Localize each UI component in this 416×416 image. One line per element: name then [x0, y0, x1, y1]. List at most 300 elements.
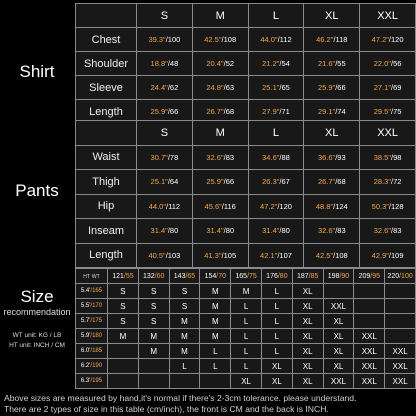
measure-inch-value: 20.4" [206, 59, 224, 68]
measure-cm-value: /80 [223, 226, 235, 236]
size-row [76, 329, 416, 344]
pants-value-cell [360, 170, 416, 195]
size-cell [138, 359, 169, 374]
size-cell: S [108, 299, 139, 314]
shirt-value-cell [192, 52, 248, 76]
shirt-row-label: Shoulder [76, 52, 137, 76]
pants-value-cell [192, 145, 248, 170]
size-cell: M [138, 344, 169, 359]
size-cell [169, 374, 200, 389]
measure-cm-value: /66 [335, 83, 346, 92]
pants-value-cell [248, 170, 304, 195]
size-cell: L [231, 314, 262, 329]
measure-inch-value: 50.3" [371, 201, 389, 211]
measure-cm-value: /48 [167, 59, 179, 68]
pants-row-label: Hip [76, 194, 137, 219]
weight-header [292, 269, 323, 284]
size-cell: L [200, 359, 231, 374]
measure-inch-value: 32.6" [317, 226, 336, 236]
size-cell: M [138, 329, 169, 344]
size-cell [108, 359, 139, 374]
weight-lb: 121 [112, 272, 124, 280]
size-cell: XL [292, 359, 323, 374]
weight-header [261, 269, 292, 284]
height-ft: 6.0' [80, 348, 91, 354]
size-cell: L [261, 329, 292, 344]
pants-row-label: Thigh [76, 170, 137, 195]
weight-header [200, 269, 231, 284]
measure-cm-value: /65 [279, 83, 290, 92]
measure-inch-value: 27.9" [262, 107, 280, 116]
measure-inch-value: 47.2" [260, 201, 278, 211]
measure-cm-value: /68 [335, 177, 346, 187]
size-cell: L [231, 359, 262, 374]
height-cm: /195 [90, 378, 103, 384]
measure-inch-value: 31.4" [150, 226, 168, 236]
height-cell [76, 299, 108, 314]
measure-cm-value: /83 [335, 226, 346, 236]
size-cell: XXL [323, 299, 354, 314]
pants-value-cell [360, 243, 416, 268]
ht-label: HT [83, 273, 90, 280]
pants-row-label: Length [76, 243, 137, 268]
shirt-size-header: S [137, 4, 193, 28]
pants-size-header: L [248, 121, 304, 146]
measure-inch-value: 48.8" [315, 201, 334, 211]
pants-value-cell [360, 145, 416, 170]
measure-cm-value: /62 [167, 83, 179, 92]
weight-header [323, 269, 354, 284]
size-cell: S [138, 299, 169, 314]
size-cell: XXL [385, 344, 416, 359]
pants-row [76, 243, 416, 268]
measure-cm-value: /118 [333, 35, 348, 44]
measure-inch-value: 25.1" [262, 83, 280, 92]
measure-cm-value: /54 [279, 59, 290, 68]
weight-lb: 143 [173, 272, 186, 280]
size-cell: XL [292, 344, 323, 359]
weight-kg: /80 [277, 272, 288, 280]
measure-cm-value: /128 [388, 201, 404, 211]
weight-lb: 176 [266, 272, 278, 280]
size-row [76, 374, 416, 389]
wt-ht-corner [76, 269, 108, 284]
size-cell: M [108, 329, 139, 344]
measure-cm-value: /109 [388, 250, 404, 260]
shirt-value-cell [304, 76, 360, 100]
size-section-label: Size [20, 287, 54, 306]
measure-cm-value: /63 [223, 83, 235, 92]
measure-inch-value: 25.9" [317, 83, 336, 92]
height-ft: 5.7' [80, 318, 91, 324]
shirt-value-cell [137, 76, 193, 100]
size-cell [354, 314, 385, 329]
shirt-size-header: XXL [360, 4, 416, 28]
size-cell: S [138, 284, 169, 299]
pants-size-header: XL [304, 121, 360, 146]
height-ft: 6.2' [80, 363, 91, 369]
height-cell [76, 314, 108, 329]
pants-value-cell [248, 194, 304, 219]
weight-kg: /75 [247, 272, 257, 280]
measure-inch-value: 21.2" [262, 59, 280, 68]
shirt-row [76, 28, 416, 52]
size-row [76, 344, 416, 359]
measure-inch-value: 18.8" [150, 59, 168, 68]
shirt-value-cell [360, 28, 416, 52]
measure-cm-value: /88 [279, 152, 290, 162]
shirt-row-label: Sleeve [76, 76, 137, 100]
shirt-value-cell [137, 52, 193, 76]
height-cell [76, 344, 108, 359]
height-cm: /175 [90, 318, 103, 324]
shirt-size-header: XL [304, 4, 360, 28]
size-cell: XL [292, 374, 323, 389]
shirt-section-label: Shirt [19, 62, 55, 81]
wt-unit-label: WT unit: KG / LB [12, 332, 62, 339]
measure-inch-value: 25.9" [206, 177, 224, 187]
measure-cm-value: /108 [221, 35, 237, 44]
measure-cm-value: /112 [166, 201, 181, 211]
pants-size-header: S [137, 121, 193, 146]
pants-value-cell [360, 194, 416, 219]
measure-cm-value: /120 [388, 35, 404, 44]
weight-kg: /90 [339, 272, 350, 280]
shirt-header-row [76, 4, 416, 28]
weight-kg: /100 [399, 272, 413, 280]
weight-kg: /95 [370, 272, 380, 280]
shirt-value-cell [248, 28, 304, 52]
measure-cm-value: /68 [223, 107, 235, 116]
measure-cm-value: /56 [391, 59, 402, 68]
shirt-value-cell [137, 28, 193, 52]
weight-lb: 132 [142, 272, 155, 280]
size-cell: S [108, 284, 139, 299]
measure-cm-value: /116 [221, 201, 236, 211]
measure-inch-value: 39.3" [148, 35, 166, 44]
size-cell [385, 329, 416, 344]
measure-cm-value: /55 [335, 59, 346, 68]
measure-cm-value: /105 [221, 250, 237, 260]
shirt-value-cell [248, 52, 304, 76]
measure-inch-value: 26.7" [317, 177, 336, 187]
measure-cm-value: /103 [165, 250, 181, 260]
shirt-value-cell [360, 52, 416, 76]
size-cell: M [200, 314, 231, 329]
size-cell [323, 284, 354, 299]
shirt-row [76, 76, 416, 100]
size-cell [385, 284, 416, 299]
size-row [76, 284, 416, 299]
shirt-value-cell [248, 76, 304, 100]
size-cell: L [231, 329, 262, 344]
size-cell: M [200, 284, 231, 299]
measure-inch-value: 27.1" [373, 83, 391, 92]
measure-inch-value: 29.1" [317, 107, 336, 116]
size-header-row [76, 269, 416, 284]
measure-inch-value: 26.3" [262, 177, 280, 187]
size-cell: XXL [354, 374, 385, 389]
measure-inch-value: 40.5" [148, 250, 166, 260]
weight-header [385, 269, 416, 284]
size-cell [138, 374, 169, 389]
pants-size-header: XXL [360, 121, 416, 146]
size-cell: L [261, 299, 292, 314]
pants-value-cell [304, 243, 360, 268]
measure-inch-value: 36.6" [317, 152, 336, 162]
weight-header [231, 269, 262, 284]
shirt-size-header: L [248, 4, 304, 28]
shirt-value-cell [360, 76, 416, 100]
measure-cm-value: /52 [223, 59, 235, 68]
size-cell: XL [292, 329, 323, 344]
measure-inch-value: 45.6" [204, 201, 222, 211]
shirt-corner [76, 4, 137, 28]
pants-row [76, 219, 416, 244]
size-cell: XXL [385, 374, 416, 389]
pants-row-label: Waist [76, 145, 137, 170]
shirt-value-cell [192, 28, 248, 52]
size-cell: XXL [354, 329, 385, 344]
size-cell: XL [292, 299, 323, 314]
size-cell: M [200, 329, 231, 344]
size-row [76, 314, 416, 329]
size-cell: XL [261, 374, 292, 389]
measure-cm-value: /100 [165, 35, 181, 44]
size-cell: L [231, 344, 262, 359]
pants-value-cell [192, 243, 248, 268]
pants-value-cell [248, 219, 304, 244]
height-ft: 5.4' [80, 288, 91, 294]
size-cell: S [108, 314, 139, 329]
pants-value-cell [137, 219, 193, 244]
weight-header [108, 269, 139, 284]
size-cell: L [169, 359, 200, 374]
measure-inch-value: 24.8" [206, 83, 224, 92]
measure-inch-value: 42.9" [371, 250, 389, 260]
size-cell: M [169, 344, 200, 359]
size-cell: XL [323, 329, 354, 344]
size-cell: S [169, 299, 200, 314]
measure-cm-value: /78 [167, 152, 179, 162]
height-cell [76, 284, 108, 299]
measure-cm-value: /83 [223, 152, 235, 162]
pants-row-label: Inseam [76, 219, 137, 244]
measure-inch-value: 25.1" [150, 177, 168, 187]
height-cm: /190 [90, 363, 103, 369]
pants-value-cell [137, 243, 193, 268]
size-cell [200, 374, 231, 389]
weight-kg: /85 [308, 272, 319, 280]
weight-kg: /70 [216, 272, 226, 280]
size-cell: S [138, 314, 169, 329]
pants-section-label: Pants [15, 181, 59, 200]
height-cm: /165 [90, 288, 103, 294]
measure-cm-value: /93 [335, 152, 346, 162]
weight-header [169, 269, 200, 284]
pants-value-cell [137, 170, 193, 195]
size-cell: L [261, 344, 292, 359]
pants-value-cell [360, 219, 416, 244]
pants-value-cell [304, 194, 360, 219]
measure-cm-value: /98 [391, 152, 402, 162]
pants-size-table [75, 120, 416, 268]
size-recommendation-table [75, 268, 416, 389]
measure-inch-value: 42.1" [260, 250, 278, 260]
measure-cm-value: /64 [167, 177, 179, 187]
shirt-value-cell [304, 28, 360, 52]
size-cell: XL [292, 314, 323, 329]
weight-lb: 220 [387, 272, 400, 280]
pants-row [76, 194, 416, 219]
measure-inch-value: 44.0" [260, 35, 278, 44]
height-cell [76, 374, 108, 389]
size-cell: XXL [354, 344, 385, 359]
measure-inch-value: 24.4" [150, 83, 168, 92]
size-cell: XXL [354, 359, 385, 374]
shirt-value-cell [192, 76, 248, 100]
size-cell: XL [323, 359, 354, 374]
footer-note-2: There are 2 types of size in this table (cm/inch), the front is CM and the back is INCH. [4, 404, 329, 414]
measure-inch-value: 25.9" [150, 107, 168, 116]
shirt-row [76, 52, 416, 76]
size-cell: M [231, 284, 262, 299]
measure-cm-value: /75 [391, 107, 402, 116]
measure-cm-value: /80 [167, 226, 179, 236]
measure-cm-value: /80 [279, 226, 290, 236]
ht-unit-label: HT unit: INCH / CM [9, 342, 65, 349]
pants-value-cell [248, 145, 304, 170]
size-cell: L [261, 314, 292, 329]
size-cell: XL [231, 374, 262, 389]
size-cell: L [200, 344, 231, 359]
measure-inch-value: 26.7" [206, 107, 224, 116]
measure-inch-value: 21.6" [317, 59, 336, 68]
height-ft: 6.3' [80, 378, 91, 384]
measure-inch-value: 38.5" [373, 152, 391, 162]
measure-cm-value: /69 [391, 83, 402, 92]
footer-note-1: Above sizes are measured by hand,it's normal if there's 2-3cm tolerance. please understand. [4, 393, 357, 403]
height-cell [76, 329, 108, 344]
pants-value-cell [192, 219, 248, 244]
measure-cm-value: /120 [277, 201, 292, 211]
pants-corner [76, 121, 137, 146]
wt-label: WT [91, 273, 100, 280]
size-cell: M [169, 329, 200, 344]
pants-value-cell [137, 145, 193, 170]
height-cm: /185 [90, 348, 103, 354]
measure-inch-value: 32.6" [373, 226, 391, 236]
pants-header-row [76, 121, 416, 146]
size-row [76, 359, 416, 374]
weight-header [138, 269, 169, 284]
height-ft: 5.5' [80, 303, 91, 309]
measure-inch-value: 42.5" [315, 250, 334, 260]
height-ft: 5.9' [80, 333, 91, 339]
weight-kg: /55 [123, 272, 134, 280]
weight-kg: /65 [185, 272, 196, 280]
pants-value-cell [304, 219, 360, 244]
pants-value-cell [192, 194, 248, 219]
measure-inch-value: 28.3" [373, 177, 391, 187]
measure-cm-value: /107 [277, 250, 292, 260]
size-cell: XXL [323, 374, 354, 389]
shirt-row-label: Length [76, 100, 137, 124]
measure-cm-value: /74 [335, 107, 346, 116]
measure-inch-value: 30.7" [150, 152, 168, 162]
pants-value-cell [192, 170, 248, 195]
shirt-row-label: Chest [76, 28, 137, 52]
height-cm: /180 [90, 333, 103, 339]
size-cell [385, 314, 416, 329]
size-cell: M [169, 314, 200, 329]
measure-cm-value: /67 [279, 177, 290, 187]
measure-cm-value: /66 [167, 107, 179, 116]
size-cell [108, 374, 139, 389]
weight-kg: /60 [154, 272, 165, 280]
size-cell: XL [292, 284, 323, 299]
recommendation-label: recommendation [3, 307, 71, 317]
measure-inch-value: 47.2" [371, 35, 389, 44]
measure-inch-value: 42.5" [204, 35, 222, 44]
measure-inch-value: 31.4" [262, 226, 280, 236]
weight-header [354, 269, 385, 284]
size-cell [108, 344, 139, 359]
measure-inch-value: 41.3" [204, 250, 222, 260]
size-cell: M [200, 299, 231, 314]
pants-value-cell [137, 194, 193, 219]
height-cell [76, 359, 108, 374]
measure-cm-value: /66 [223, 177, 235, 187]
height-cm: /170 [90, 303, 103, 309]
size-cell: L [231, 299, 262, 314]
measure-cm-value: /108 [333, 250, 348, 260]
measure-inch-value: 32.6" [206, 152, 224, 162]
pants-row [76, 145, 416, 170]
measure-cm-value: /83 [391, 226, 402, 236]
weight-lb: 165 [235, 272, 248, 280]
weight-lb: 209 [358, 272, 371, 280]
measure-inch-value: 29.5" [373, 107, 391, 116]
measure-inch-value: 46.2" [316, 35, 334, 44]
pants-value-cell [304, 170, 360, 195]
pants-size-header: M [192, 121, 248, 146]
measure-inch-value: 31.4" [206, 226, 224, 236]
measure-cm-value: /71 [279, 107, 290, 116]
size-row [76, 299, 416, 314]
size-cell: XXL [385, 359, 416, 374]
pants-value-cell [248, 243, 304, 268]
size-cell [354, 299, 385, 314]
measure-inch-value: 44.0" [148, 201, 166, 211]
size-cell: XL [323, 344, 354, 359]
shirt-size-header: M [192, 4, 248, 28]
size-cell: XL [323, 314, 354, 329]
size-cell: L [261, 284, 292, 299]
weight-lb: 187 [296, 272, 309, 280]
weight-lb: 198 [327, 272, 340, 280]
size-cell: XL [261, 359, 292, 374]
measure-cm-value: /72 [391, 177, 402, 187]
size-cell: S [169, 284, 200, 299]
weight-lb: 154 [204, 272, 217, 280]
measure-cm-value: /124 [333, 201, 348, 211]
size-cell [385, 299, 416, 314]
size-cell [354, 284, 385, 299]
pants-row [76, 170, 416, 195]
measure-cm-value: /112 [277, 35, 292, 44]
measure-inch-value: 34.6" [262, 152, 280, 162]
